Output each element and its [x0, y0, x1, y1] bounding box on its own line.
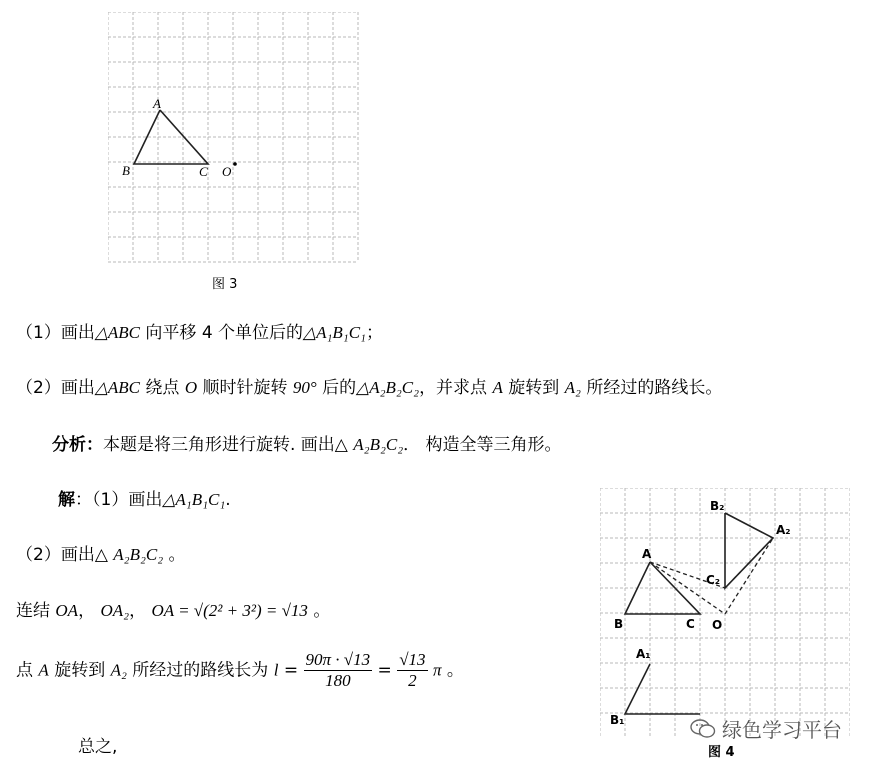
label-o: O	[222, 164, 232, 179]
analysis: 分析：本题是将三角形进行旋转. 画出△ A₂B₂C₂． 构造全等三角形。	[52, 435, 562, 455]
label4-a2: A₂	[776, 523, 791, 537]
segment-oa2	[725, 538, 773, 614]
label4-c: C	[686, 617, 695, 631]
label4-c2: C₂	[706, 573, 721, 587]
figure-4-caption: 图 4	[708, 745, 735, 760]
question-1: （1）画出△ABC 向平移 4 个单位后的△A₁B₁C₁；	[16, 323, 383, 343]
watermark: 绿色学习平台	[690, 714, 842, 743]
solution-2: （2）画出△ A₂B₂C₂ 。	[16, 545, 186, 565]
question-2: （2）画出△ABC 绕点 O 顺时针旋转 90° 后的△A₂B₂C₂，并求点 A 旋转到 A₂ 所经过的路线长。	[16, 378, 723, 398]
label4-o: O	[712, 618, 723, 632]
label-a: A	[153, 96, 161, 111]
label-b: B	[122, 163, 130, 178]
connect-line: 连结 OA， OA₂， OA = √(2² + 3²) = √13 。	[16, 601, 331, 621]
figure-3-caption: 图 3	[212, 277, 238, 292]
figure-4-grid	[600, 488, 850, 736]
wechat-icon	[690, 718, 716, 740]
solution-1: 解：（1）画出△A₁B₁C₁.	[58, 490, 231, 510]
figure-3-grid	[108, 12, 360, 268]
label4-b1: B₁	[610, 713, 625, 727]
triangle-a1b1c1	[625, 664, 700, 714]
label4-b2: B₂	[710, 499, 725, 513]
label4-a1: A₁	[636, 647, 651, 661]
fraction-1: $\frac{90\pi \cdot √13}{180}$	[305, 650, 371, 690]
point-o	[233, 162, 237, 166]
path-length: 点 A 旋转到 A₂ 所经过的路线长为 l = $\frac{90\pi \cdot √13}{180}$ = $\frac{√13}{2}$ π 。	[16, 650, 464, 690]
summary: 总之,	[78, 737, 118, 757]
label4-a: A	[642, 547, 652, 561]
label-c: C	[199, 164, 208, 179]
label4-b: B	[614, 617, 624, 631]
fraction-2: $\frac{√13}{2}$	[399, 650, 426, 690]
